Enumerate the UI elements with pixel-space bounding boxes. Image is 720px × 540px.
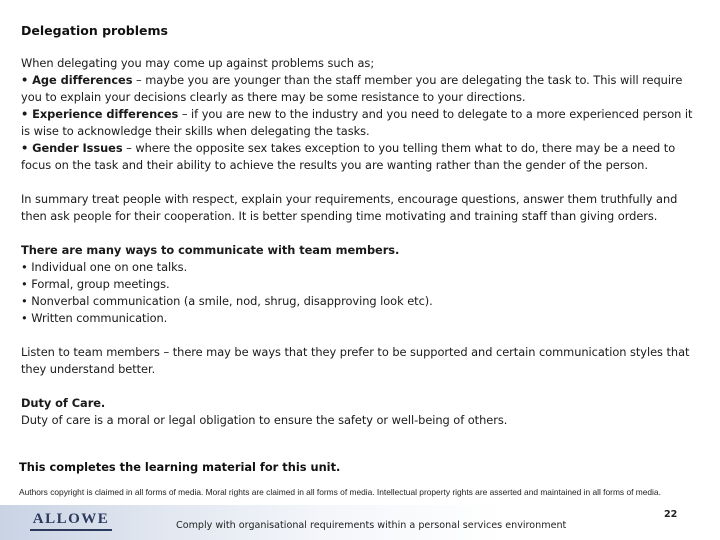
problem-experience-text: – if you are new to the industry and you need to delegate to a more experienced person it is wise to acknowledge their skills when delegating the tasks. xyxy=(21,107,693,138)
logo-underline xyxy=(30,529,112,531)
duty-heading: Duty of Care. xyxy=(21,396,106,410)
logo-text: ALLOWE xyxy=(32,511,110,527)
main-content xyxy=(21,55,701,429)
problem-age-text: – maybe you are younger than the staff member you are delegating the task to. This will require you to explain your decisions clearly as there may be some resistance to your directions. xyxy=(21,73,683,104)
problem-gender xyxy=(21,140,701,174)
problem-age xyxy=(21,72,701,106)
communicate-heading: There are many ways to communicate with team members. xyxy=(21,243,400,257)
problem-gender-text: – where the opposite sex takes exception to you telling them what to do, there may be a need to focus on the task and their ability to achieve the results you are wanting rather than the gender of the person. xyxy=(21,141,676,172)
listen-paragraph: Listen to team members – there may be ways that they prefer to be supported and certain communication styles that they understand better. xyxy=(21,345,690,376)
problem-age-label: • Age differences xyxy=(21,73,133,87)
problem-gender-label: • Gender Issues xyxy=(21,141,123,155)
completion-note: This completes the learning material for this unit. xyxy=(19,460,341,474)
page-number: 22 xyxy=(664,509,678,520)
copyright-notice: Authors copyright is claimed in all forms of media. Moral rights are claimed in all forms of media. Intellectual property rights are asserted and maintained in all forms of media. xyxy=(19,487,661,497)
duty-text: Duty of care is a moral or legal obligation to ensure the safety or well-being of others. xyxy=(21,413,508,427)
communicate-item: • Formal, group meetings. xyxy=(21,277,170,291)
intro-text: When delegating you may come up against problems such as; xyxy=(21,56,375,70)
communicate-item: • Individual one on one talks. xyxy=(21,260,188,274)
summary-paragraph: In summary treat people with respect, explain your requirements, encourage questions, answer them truthfully and then ask people for their cooperation. It is better spending time motivating and training staff than giving orders. xyxy=(21,192,678,223)
page-title: Delegation problems xyxy=(21,23,168,38)
problem-experience-label: • Experience differences xyxy=(21,107,179,121)
communicate-item: • Written communication. xyxy=(21,311,168,325)
footer-course-title: Comply with organisational requirements within a personal services environment xyxy=(176,520,567,531)
problem-experience xyxy=(21,106,701,140)
communicate-item: • Nonverbal communication (a smile, nod, shrug, disapproving look etc). xyxy=(21,294,433,308)
footer-bar xyxy=(0,505,720,540)
allowe-logo xyxy=(30,511,112,535)
